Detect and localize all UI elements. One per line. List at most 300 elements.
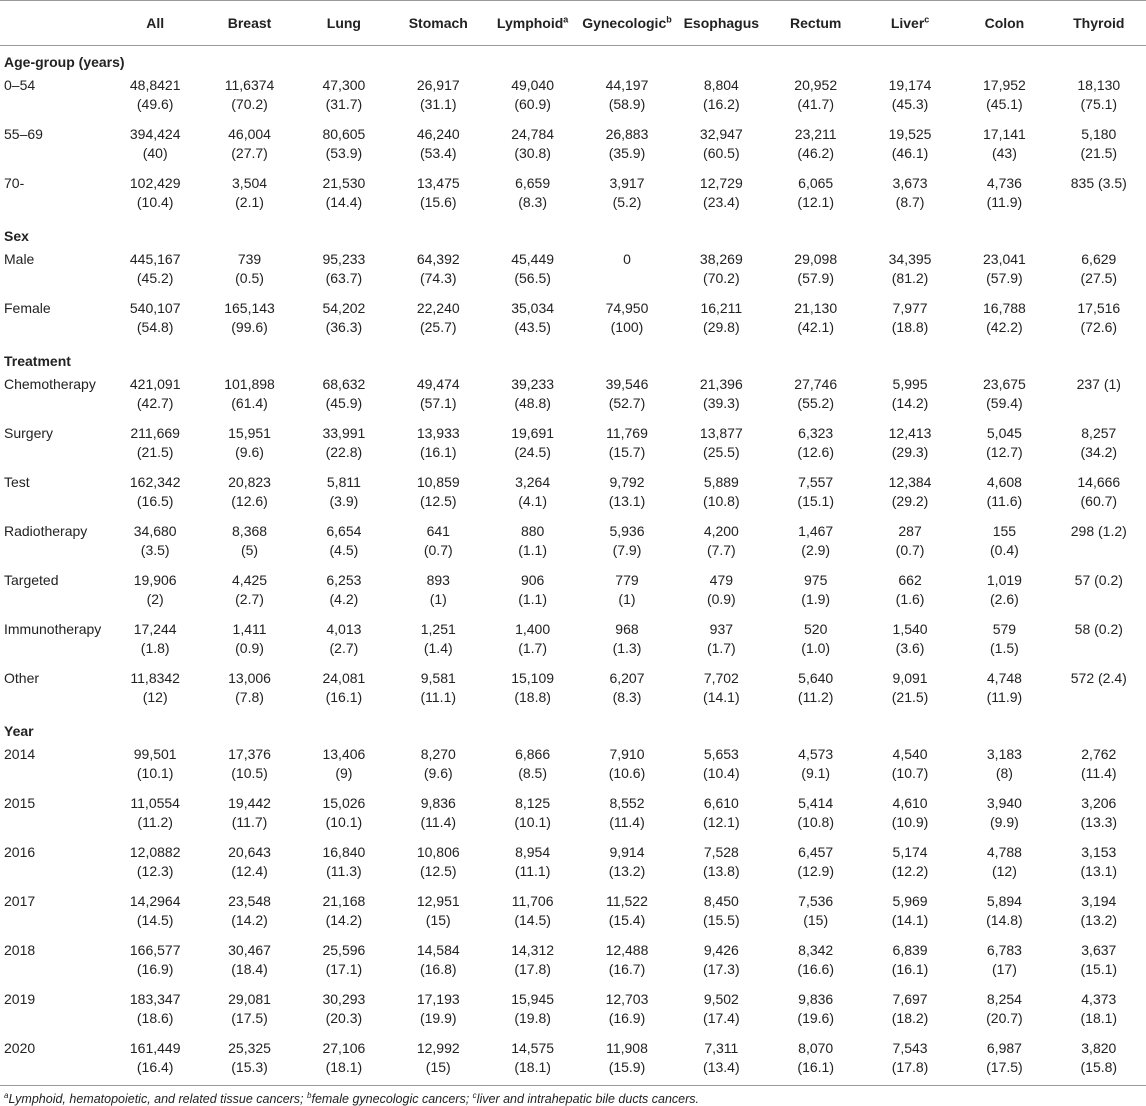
table-cell (1052, 568, 1146, 617)
cell-percent: (12.1) (703, 814, 740, 830)
table-cell (769, 742, 863, 791)
cell-count: 12,0882 (129, 844, 181, 860)
cell-count: 540,107 (129, 300, 181, 316)
footnote-text: liver and intrahepatic bile ducts cancers. (476, 1092, 700, 1106)
table-cell (957, 938, 1051, 987)
cell-percent: (16.7) (608, 961, 646, 977)
table-cell (485, 421, 579, 470)
table-cell (580, 889, 674, 938)
cell-count: 4,736 (986, 175, 1022, 191)
cell-count: 20,823 (228, 474, 271, 490)
table-cell (202, 73, 296, 122)
cell-count: 10,806 (416, 844, 460, 860)
cell-percent: (12.6) (797, 444, 834, 460)
cell-percent: (22.8) (325, 444, 363, 460)
table-cell (485, 519, 579, 568)
table-cell (391, 247, 485, 296)
cell-percent: (29.2) (891, 493, 929, 509)
cell-count: 21,396 (699, 376, 743, 392)
cell-percent: (16.2) (703, 96, 740, 112)
cell-percent: (12.2) (891, 863, 929, 879)
cell-percent: (10.5) (231, 765, 268, 781)
cell-count: 287 (898, 523, 922, 539)
cell-percent: (0.4) (990, 542, 1019, 558)
cell-count: 23,041 (983, 251, 1026, 267)
table-cell (485, 889, 579, 938)
cell-count: 1,400 (515, 621, 551, 637)
cell-count: 3,264 (515, 474, 551, 490)
table-cell (580, 840, 674, 889)
cell-count: 8,270 (420, 746, 456, 762)
cell-count: 12,413 (888, 425, 932, 441)
table-cell (863, 171, 957, 220)
cell-count: 5,894 (986, 893, 1022, 909)
cell-percent: (5) (240, 542, 259, 558)
table-cell (957, 421, 1051, 470)
cell-percent: (18.2) (891, 1010, 929, 1026)
cell-count: 8,070 (798, 1040, 834, 1056)
cell-count: 6,654 (326, 523, 362, 539)
table-cell (863, 519, 957, 568)
cell-count: 9,914 (609, 844, 645, 860)
column-header (957, 1, 1051, 46)
table-cell (391, 171, 485, 220)
table-cell (108, 122, 202, 171)
cell-percent: (2.9) (801, 542, 831, 558)
cell-count: 662 (898, 572, 922, 588)
table-cell (863, 122, 957, 171)
cell-count: 26,883 (605, 126, 649, 142)
column-header (297, 1, 391, 46)
cell-percent: (0.7) (423, 542, 453, 558)
cell-percent: (53.4) (419, 145, 457, 161)
cell-count: 12,703 (605, 991, 649, 1007)
cell-percent: (11.2) (797, 689, 834, 705)
cell-count: 4,748 (986, 670, 1022, 686)
table-cell (202, 519, 296, 568)
row-label: Chemotherapy (4, 376, 96, 392)
cell-count: 95,233 (322, 251, 366, 267)
cell-count: 5,936 (609, 523, 645, 539)
cell-count: 5,811 (326, 474, 361, 490)
cell-count: 39,546 (605, 376, 649, 392)
cell-count: 29,081 (228, 991, 271, 1007)
table-cell (391, 296, 485, 345)
cell-count: 20,952 (794, 77, 838, 93)
column-header-label: Stomach (408, 15, 468, 31)
cell-percent: (60.9) (514, 96, 551, 112)
cell-count: 7,528 (703, 844, 739, 860)
cell-count: 8,342 (798, 942, 834, 958)
cell-percent: (18.1) (1080, 1010, 1118, 1026)
cell-percent: (0.9) (706, 591, 736, 607)
table-cell (674, 791, 768, 840)
cell-count: 6,783 (986, 942, 1022, 958)
table-cell (202, 1036, 296, 1086)
table-cell (391, 742, 485, 791)
table-cell (485, 171, 579, 220)
cell-percent: (52.7) (608, 395, 646, 411)
table-cell (769, 421, 863, 470)
table-cell (957, 73, 1051, 122)
cell-count: 19,174 (888, 77, 932, 93)
table-cell (391, 791, 485, 840)
table-cell (863, 421, 957, 470)
cell-percent: (2.6) (990, 591, 1019, 607)
table-cell (297, 987, 391, 1036)
column-header-label: Thyroid (1073, 15, 1125, 31)
cell-count: 102,429 (129, 175, 181, 191)
table-cell (863, 247, 957, 296)
table-cell (1052, 617, 1146, 666)
cell-percent: (8) (995, 765, 1013, 781)
column-header-label: Colon (984, 15, 1025, 31)
table-cell (108, 73, 202, 122)
cell-percent: (55.2) (797, 395, 834, 411)
table-cell (674, 519, 768, 568)
table-cell (863, 372, 957, 421)
cell-count: 12,951 (416, 893, 460, 909)
table-cell (863, 568, 957, 617)
table-cell (863, 73, 957, 122)
table-cell (297, 421, 391, 470)
table-cell (957, 617, 1051, 666)
table-cell (674, 372, 768, 421)
cell-percent: (4.2) (329, 591, 359, 607)
cell-percent: (15.8) (1080, 1059, 1118, 1075)
cell-count: 211,669 (130, 425, 180, 441)
cell-count: 23,675 (983, 376, 1026, 392)
cell-count: 5,969 (892, 893, 928, 909)
table-cell (297, 889, 391, 938)
footnote-text: Lymphoid, hematopoietic, and related tissue cancers; (8, 1092, 308, 1106)
table-cell (485, 666, 579, 715)
cell-percent: (16.1) (419, 444, 457, 460)
cell-count: 10,859 (416, 474, 460, 490)
footnote-text: female gynecologic cancers; (311, 1092, 473, 1106)
cell-percent: (17.8) (514, 961, 551, 977)
cell-count: 906 (520, 572, 545, 588)
cell-percent: (74.3) (419, 270, 457, 286)
table-cell (297, 247, 391, 296)
table-cell (391, 122, 485, 171)
cell-count: 3,153 (1081, 844, 1117, 860)
table-cell (863, 840, 957, 889)
cell-count: 32,947 (699, 126, 743, 142)
table-cell (1052, 840, 1146, 889)
cell-count: 38,269 (699, 251, 743, 267)
cell-percent: (12.9) (797, 863, 834, 879)
table-cell (297, 617, 391, 666)
table-cell (108, 987, 202, 1036)
cell-percent: (11.1) (420, 689, 457, 705)
row-label: 2020 (0, 1036, 108, 1086)
table-cell (674, 987, 768, 1036)
cell-count: 6,253 (326, 572, 362, 588)
table-cell (674, 73, 768, 122)
cell-count: 11,706 (511, 893, 554, 909)
table-cell (674, 470, 768, 519)
cell-percent: (5.2) (612, 194, 642, 210)
footnote-mark: a (4, 1090, 9, 1100)
cell-count: 11,6374 (224, 77, 275, 93)
table-cell (391, 73, 485, 122)
cell-percent: (12.3) (136, 863, 174, 879)
table-cell (485, 73, 579, 122)
table-cell (202, 742, 296, 791)
cell-percent: (9) (335, 765, 353, 781)
table-cell (674, 666, 768, 715)
cell-count: 6,866 (515, 746, 551, 762)
table-cell (1052, 73, 1146, 122)
cell-percent: (2.7) (235, 591, 264, 607)
cell-percent: (61.4) (231, 395, 268, 411)
cell-count: 13,406 (322, 746, 366, 762)
table-cell (674, 889, 768, 938)
cell-count: 166,577 (129, 942, 181, 958)
cell-percent: (60.5) (703, 145, 740, 161)
table-cell (1052, 296, 1146, 345)
table-cell (391, 938, 485, 987)
cell-percent: (16.1) (325, 689, 363, 705)
table-cell (1052, 122, 1146, 171)
row-label: Surgery (4, 425, 54, 441)
cell-count: 893 (426, 572, 450, 588)
table-cell (957, 742, 1051, 791)
cell-percent: (12.1) (797, 194, 834, 210)
cell-count: 17,516 (1077, 300, 1121, 316)
cell-count: 14,575 (511, 1040, 555, 1056)
cell-count: 479 (709, 572, 734, 588)
cell-count: 35,034 (511, 300, 555, 316)
cell-percent: (9.1) (801, 765, 831, 781)
table-cell (391, 666, 485, 715)
cell-percent: (19.8) (514, 1010, 551, 1026)
cell-percent: (14.5) (136, 912, 174, 928)
cell-percent: (39.3) (703, 395, 740, 411)
section-title: Year (4, 722, 34, 739)
cell-count: 7,557 (798, 474, 834, 490)
cell-count: 5,653 (703, 746, 739, 762)
table-cell (580, 938, 674, 987)
cell-percent: (9.9) (990, 814, 1019, 830)
cell-count: 46,004 (228, 126, 271, 142)
cell-percent: (15) (425, 1059, 451, 1075)
cell-percent: (11.9) (986, 689, 1023, 705)
cell-percent: (7.7) (706, 542, 736, 558)
table-cell (202, 171, 296, 220)
cell-count: 6,839 (892, 942, 928, 958)
table-cell (202, 296, 296, 345)
cell-percent: (41.7) (797, 96, 834, 112)
cell-count: 520 (804, 621, 828, 637)
column-header-label: Liver (890, 15, 925, 31)
table-cell (297, 1036, 391, 1086)
cell-count: 19,691 (511, 425, 555, 441)
cell-percent: (53.9) (325, 145, 363, 161)
cell-percent: (15.9) (608, 1059, 646, 1075)
row-label: 2017 (4, 893, 36, 909)
table-cell (863, 938, 957, 987)
table-cell (1052, 1036, 1146, 1086)
cell-count: 16,840 (322, 844, 366, 860)
table-header (0, 1, 1146, 46)
table-row (0, 519, 1146, 568)
cell-count: 9,836 (420, 795, 456, 811)
cell-count: 421,091 (129, 376, 181, 392)
table-cell (1052, 421, 1146, 470)
cell-count: 21,168 (322, 893, 366, 909)
section-title: Age-group (years) (4, 53, 125, 70)
cell-count: 5,640 (798, 670, 834, 686)
cell-count: 1,467 (798, 523, 834, 539)
cell-percent: (3.9) (329, 493, 359, 509)
table-cell (674, 568, 768, 617)
cell-percent: (11.4) (420, 814, 457, 830)
cell-percent: (2.7) (329, 640, 359, 656)
row-label: Other (4, 670, 40, 686)
column-header-footnote-mark: a (563, 14, 569, 25)
table-cell (202, 568, 296, 617)
cell-percent: (17.3) (703, 961, 740, 977)
table-cell (485, 1036, 579, 1086)
cell-count: 572 (2.4) (1070, 670, 1127, 686)
table-cell (863, 617, 957, 666)
cell-percent: (35.9) (608, 145, 646, 161)
cell-count: 21,530 (322, 175, 366, 191)
table-cell (769, 247, 863, 296)
table-cell (580, 122, 674, 171)
cell-percent: (15.3) (231, 1059, 268, 1075)
table-cell (1052, 372, 1146, 421)
cell-percent: (21.5) (1080, 145, 1118, 161)
cell-count: 183,347 (129, 991, 181, 1007)
cell-percent: (14.1) (891, 912, 929, 928)
table-cell (108, 889, 202, 938)
cell-count: 3,183 (986, 746, 1022, 762)
cell-percent: (14.2) (891, 395, 929, 411)
cell-percent: (15.6) (419, 194, 457, 210)
cell-percent: (27.7) (231, 145, 268, 161)
table-cell (108, 421, 202, 470)
table-row (0, 617, 1146, 666)
cell-percent: (15.5) (703, 912, 740, 928)
cell-percent: (46.2) (797, 145, 834, 161)
table-cell (769, 791, 863, 840)
table-cell (202, 666, 296, 715)
table-cell (391, 519, 485, 568)
table-cell (1052, 938, 1146, 987)
cell-percent: (8.7) (895, 194, 925, 210)
table-cell (580, 568, 674, 617)
table-row (0, 742, 1146, 791)
column-header (108, 1, 202, 46)
cell-count: 19,525 (888, 126, 932, 142)
cell-percent: (11.2) (137, 814, 173, 830)
cell-count: 15,109 (511, 670, 555, 686)
cell-count: 162,342 (129, 474, 181, 490)
cell-count: 15,945 (511, 991, 555, 1007)
cell-count: 8,954 (515, 844, 551, 860)
column-header (769, 1, 863, 46)
cell-percent: (1.8) (140, 640, 170, 656)
cell-percent: (12) (991, 863, 1017, 879)
cell-count: 49,040 (511, 77, 555, 93)
cell-percent: (10.4) (136, 194, 174, 210)
cell-percent: (18.8) (514, 689, 551, 705)
cell-count: 11,8342 (130, 670, 180, 686)
cell-percent: (8.3) (518, 194, 548, 210)
cell-count: 8,450 (703, 893, 739, 909)
table-cell (769, 1036, 863, 1086)
cell-count: 14,666 (1077, 474, 1121, 490)
header-row (0, 1, 1146, 46)
table-cell (202, 840, 296, 889)
cell-percent: (29.8) (703, 319, 740, 335)
cell-count: 165,143 (224, 300, 275, 316)
table-cell (580, 791, 674, 840)
cell-count: 4,425 (232, 572, 268, 588)
cell-count: 47,300 (322, 77, 366, 93)
cell-count: 3,206 (1081, 795, 1117, 811)
cell-percent: (16.1) (891, 961, 929, 977)
table-cell (769, 987, 863, 1036)
cell-percent: (75.1) (1080, 96, 1118, 112)
table-cell (957, 519, 1051, 568)
table-cell (769, 470, 863, 519)
cell-percent: (29.3) (891, 444, 929, 460)
cell-count: 6,610 (703, 795, 739, 811)
table-cell (485, 568, 579, 617)
table-cell (580, 742, 674, 791)
table-row (0, 122, 1146, 171)
cell-percent: (14.8) (986, 912, 1023, 928)
cell-count: 15,951 (228, 425, 271, 441)
cell-percent: (16.5) (136, 493, 174, 509)
table-cell (391, 840, 485, 889)
cell-percent: (10.6) (608, 765, 646, 781)
table-cell (1052, 742, 1146, 791)
table-cell (863, 742, 957, 791)
table-cell (580, 171, 674, 220)
table-cell (297, 296, 391, 345)
cell-count: 5,045 (986, 425, 1022, 441)
cell-percent: (1.0) (801, 640, 831, 656)
cell-percent: (43) (991, 145, 1017, 161)
table-cell (674, 938, 768, 987)
table-cell (485, 247, 579, 296)
cell-count: 45,449 (511, 251, 555, 267)
cell-count: 1,540 (892, 621, 928, 637)
cell-percent: (45.1) (986, 96, 1023, 112)
cell-percent: (20.7) (986, 1010, 1023, 1026)
cell-count: 155 (992, 523, 1017, 539)
cell-count: 29,098 (794, 251, 838, 267)
cell-count: 99,501 (133, 746, 177, 762)
section-row (0, 715, 1146, 742)
table-cell (863, 666, 957, 715)
cell-count: 579 (992, 621, 1017, 637)
cell-percent: (18.1) (514, 1059, 551, 1075)
row-label: 2014 (4, 746, 36, 762)
table-cell (674, 742, 768, 791)
cell-count: 6,629 (1081, 251, 1117, 267)
cell-count: 7,977 (892, 300, 928, 316)
cell-count: 27,106 (322, 1040, 366, 1056)
cell-percent: (58.9) (608, 96, 646, 112)
cell-count: 54,202 (322, 300, 366, 316)
table-cell (485, 742, 579, 791)
